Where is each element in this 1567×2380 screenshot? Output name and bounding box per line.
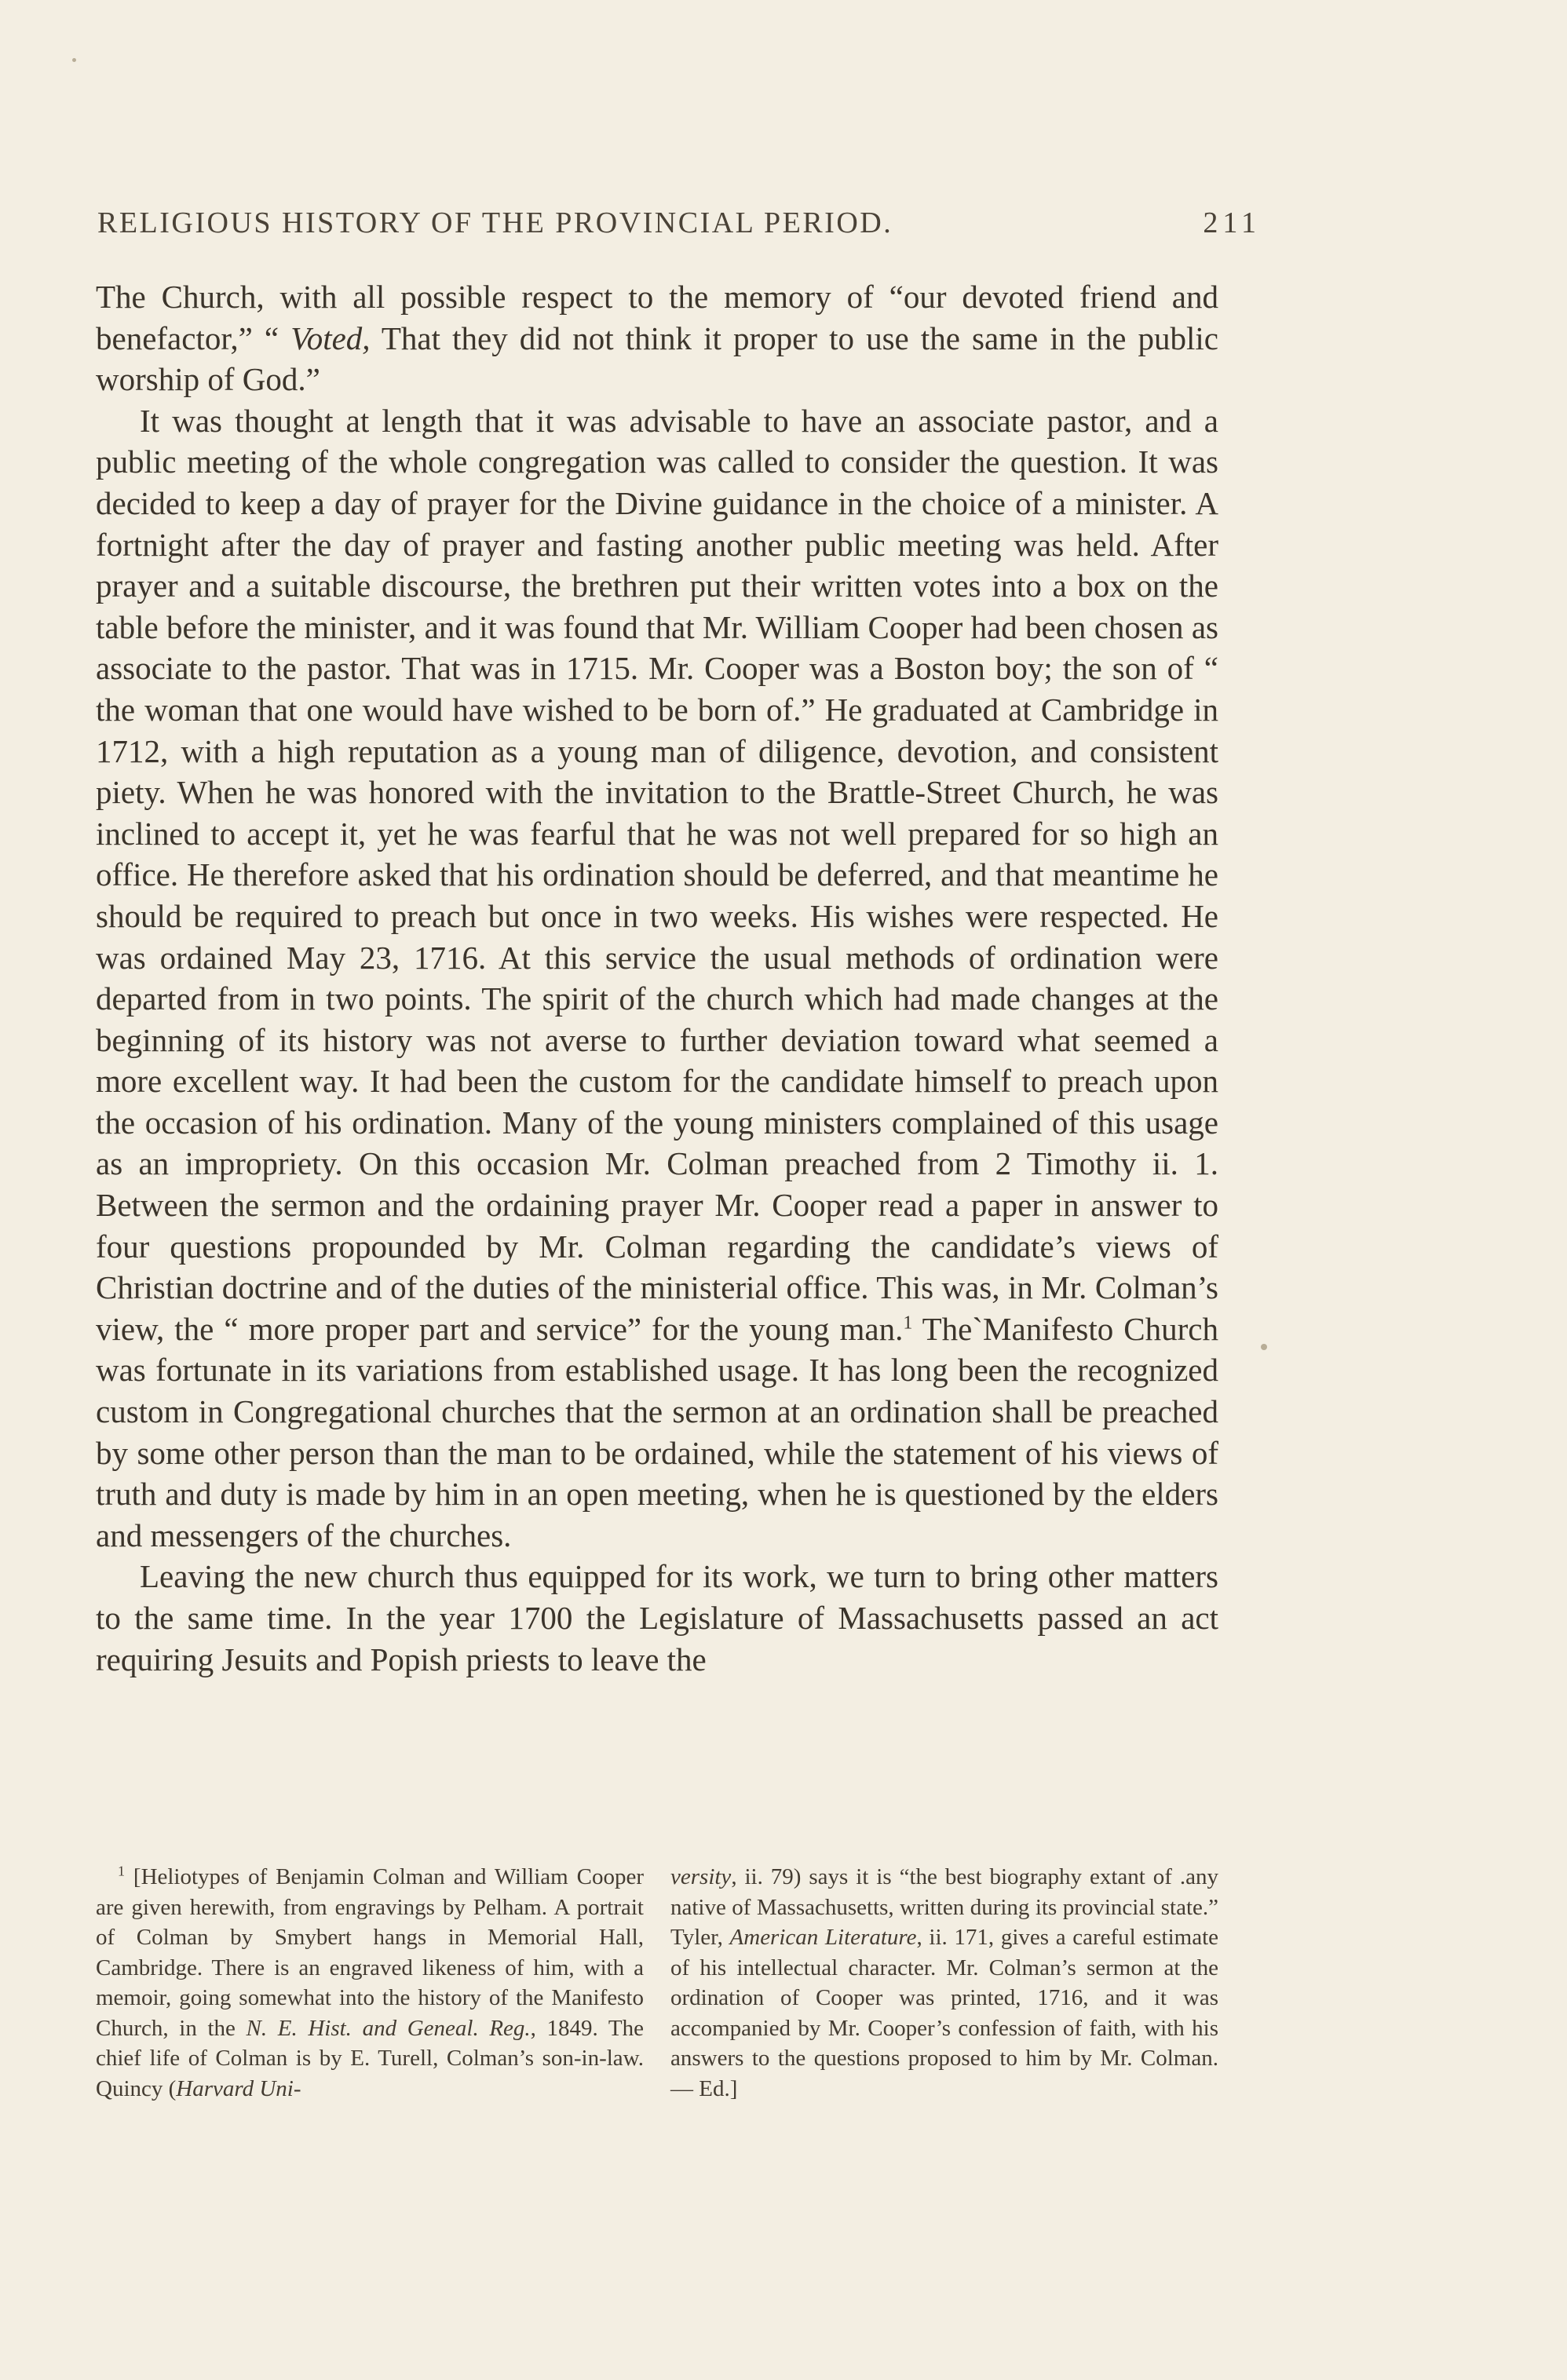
footnote-right-text-a: , ii. 79) says it is “the best biography extant of .any native of Massachusetts, written during its provincial state.” Tyler, [670,1864,1218,1950]
paragraph-2 [96,400,1218,1557]
page-number: 211 [1203,206,1261,239]
running-title: RELIGIOUS HISTORY OF THE PROVINCIAL PERIOD. [97,206,893,239]
footnote-text-right [670,1862,1218,2104]
footnote-marker: 1 [118,1863,125,1879]
paper-speck [72,58,76,62]
paragraph-3: Leaving the new church thus equipped for its work, we turn to bring other matters to the same time. In the year 1700 the Legislature of Massachusetts passed an act requiring Jesuits and Popish priests to leave the [96,1558,1218,1677]
voted-italic: Voted, [290,319,371,356]
footnote-right-text-b: , ii. 171, gives a careful estimate of his intellectual character. Mr. Colman’s sermon at the ordination of Cooper was printed, 1716, and it was accompanied by Mr. Cooper’s confession of faith, with his answers to the questions proposed to him by Mr. Colman. — Ed.] [670,1925,1218,2101]
body-text [96,276,1218,1680]
footnote-harvard-italic: Harvard Uni- [176,2075,301,2101]
footnotes [96,1862,1218,2104]
footnote-reference: 1 [903,1312,913,1334]
paper-speck [1261,1344,1267,1350]
footnote-left-text-a: [Heliotypes of Benjamin Colman and William Cooper are given herewith, from engravings by Pelham. A portrait of Colman by Smybert hangs in Memorial Hall, Cambridge. There is an engraved likeness of him, with a memoir, going somewhat into the history of the Manifesto Church, in the [96,1864,644,2041]
paragraph-2-text-a: It was thought at length that it was advisable to have an associate pastor, and a public meeting of the whole congregation was called to consider the question. It was decided to keep a day of prayer for the Divine guidance in the choice of a minister. A fortnight after the day of prayer and fasting another public meeting was held. After prayer and a suitable discourse, the brethren put their written votes into a box on the table before the minister, and it was found that Mr. William Cooper had been chosen as associate to the pastor. That was in 1715. Mr. Cooper was a Boston boy; the son of “ the woman that one would have wished to be born of.” He graduated at Cambridge in 1712, with a high reputation as a young man of diligence, devotion, and consistent piety. When he was honored with the invitation to the Brattle-Street Church, he was inclined to accept it, yet he was fearful that he was not well prepared for so high an office. He therefore asked that his ordination should be deferred, and that meantime he should be required to preach but once in two weeks. His wishes were respected. He was ordained May 23, 1716. At this service the usual methods of ordination were departed from in two points. The spirit of the church which had made changes at the beginning of its history was not averse to further deviation toward what seemed a more excellent way. It had been the custom for the candidate himself to preach upon the occasion of his ordination. Many of the young ministers complained of this usage as an impropriety. On this occasion Mr. Colman preached from 2 Timothy ii. 1. Between the sermon and the ordaining prayer Mr. Cooper read a paper in answer to four questions propounded by Mr. Colman regarding the candidate’s views of Christian doctrine and of the duties of the ministerial office. This was, in Mr. Colman’s view, the “ more proper part and service” for the young man. [96,402,1218,1347]
footnote-column-left [96,1862,644,2104]
footnote-left-text-b: , 1849. The chief life of Colman is by E. Turell, Colman’s son-in-law. Quincy ( [96,2015,645,2101]
running-head [97,206,1261,240]
paragraph-2-text-b: The`Manifesto Church was fortunate in its variations from established usage. It has long been the recognized custom in Congregational churches that the sermon at an ordination shall be preached by some other person than the man to be ordained, while the statement of his views of truth and duty is made by him in an open meeting, when he is questioned by the elders and messengers of the churches. [96,1310,1218,1553]
paragraph-1-text-b: That they did not think it proper to use the same in the public worship of God.” [96,319,1218,398]
footnote-literature-italic: American Literature [729,1925,917,1950]
footnote-journal-italic: N. E. Hist. and Geneal. Reg. [246,2015,531,2041]
footnote-column-right [670,1862,1218,2104]
footnote-versity-italic: versity [670,1864,732,1889]
footnote-text-left [96,1862,644,2104]
paragraph-1 [96,276,1218,400]
paragraph-1-text-a: The Church, with all possible respect to the memory of “our devoted friend and benefactor,” “ [96,279,1218,356]
